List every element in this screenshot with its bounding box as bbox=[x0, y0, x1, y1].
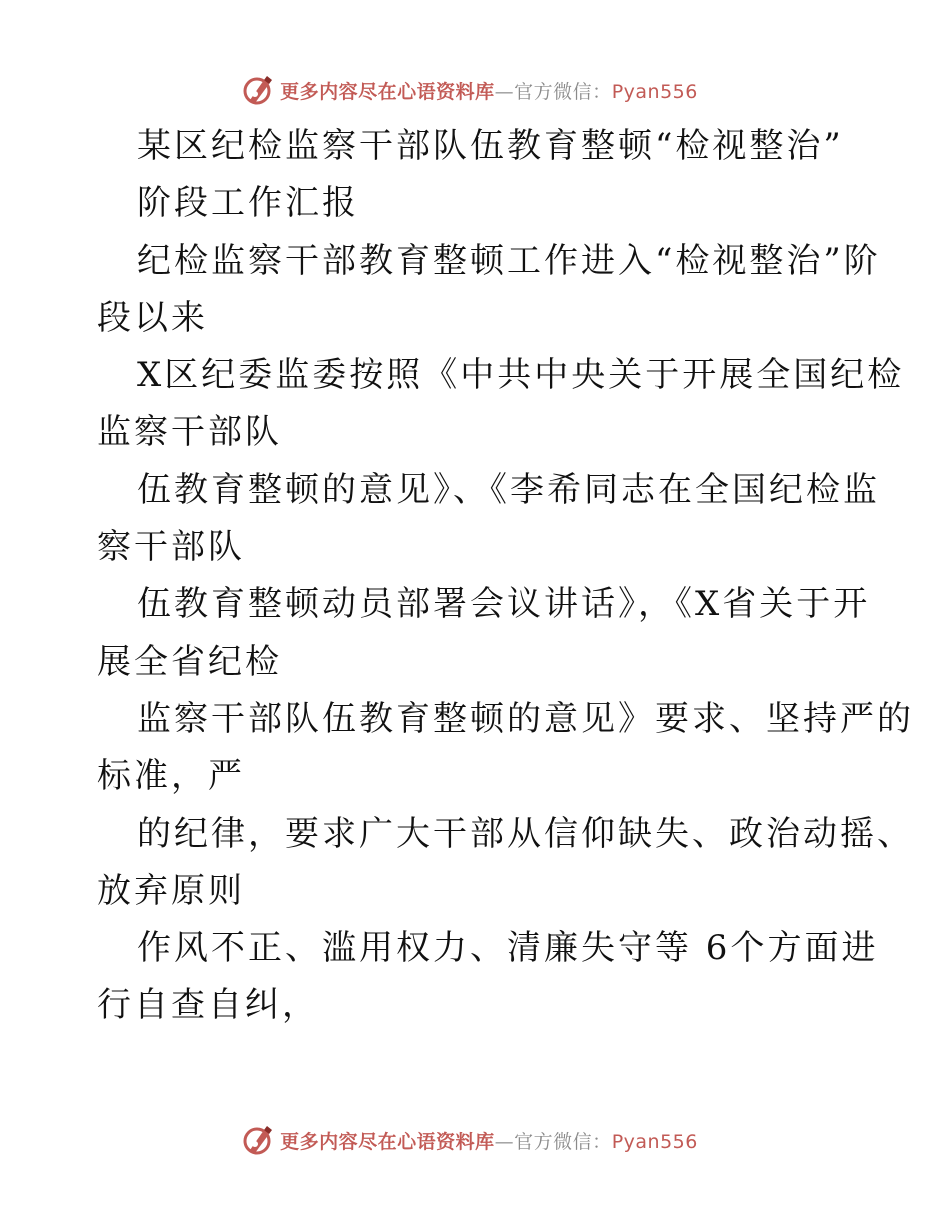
watermark-dash: — bbox=[494, 1130, 515, 1153]
watermark-account: Pyan556 bbox=[611, 80, 698, 103]
watermark-banner-inner bbox=[242, 1124, 698, 1156]
document-line: 伍教育整顿的意见》、《李希同志在全国纪检监 bbox=[137, 469, 880, 510]
document-line: 伍教育整顿动员部署会议讲话》，《X省关于开 bbox=[137, 584, 871, 625]
document-line: 纪检监察干部教育整顿工作进入“检视整治”阶 bbox=[137, 240, 881, 281]
document-line: 行自查自纠， bbox=[97, 985, 319, 1026]
watermark-wechat-label: 官方微信： bbox=[514, 1130, 612, 1153]
watermark-site-text: 更多内容尽在心语资料库 bbox=[280, 1130, 495, 1153]
watermark-text bbox=[280, 77, 698, 104]
document-line: 段以来 bbox=[97, 297, 208, 338]
watermark-banner-bottom bbox=[0, 1120, 950, 1160]
watermark-dash: — bbox=[494, 80, 515, 103]
document-line: 监察干部队 bbox=[97, 412, 282, 453]
document-line: 作风不正、滥用权力、清廉失守等 6个方面进 bbox=[137, 928, 879, 969]
document-line: 放弃原则 bbox=[97, 870, 245, 911]
red-pen-logo-icon bbox=[242, 74, 274, 106]
document-line: 阶段工作汇报 bbox=[137, 183, 359, 224]
document-line: X区纪委监委按照《中共中央关于开展全国纪检 bbox=[137, 355, 905, 396]
red-pen-logo-icon bbox=[242, 1124, 274, 1156]
watermark-text bbox=[280, 1127, 698, 1154]
document-body bbox=[97, 118, 914, 1035]
document-line: 展全省纪检 bbox=[97, 641, 282, 682]
watermark-wechat-label: 官方微信： bbox=[514, 80, 612, 103]
watermark-banner-inner bbox=[242, 74, 698, 106]
document-line: 察干部队 bbox=[97, 527, 245, 568]
watermark-banner-top bbox=[0, 70, 950, 110]
document-line: 的纪律，要求广大干部从信仰缺失、政治动摇、 bbox=[137, 813, 914, 854]
document-line: 监察干部队伍教育整顿的意见》要求、坚持严的 bbox=[137, 698, 914, 739]
watermark-site-text: 更多内容尽在心语资料库 bbox=[280, 80, 495, 103]
document-line: 标准，严 bbox=[97, 756, 245, 797]
watermark-account: Pyan556 bbox=[611, 1130, 698, 1153]
document-line: 某区纪检监察干部队伍教育整顿“检视整治” bbox=[137, 126, 844, 166]
